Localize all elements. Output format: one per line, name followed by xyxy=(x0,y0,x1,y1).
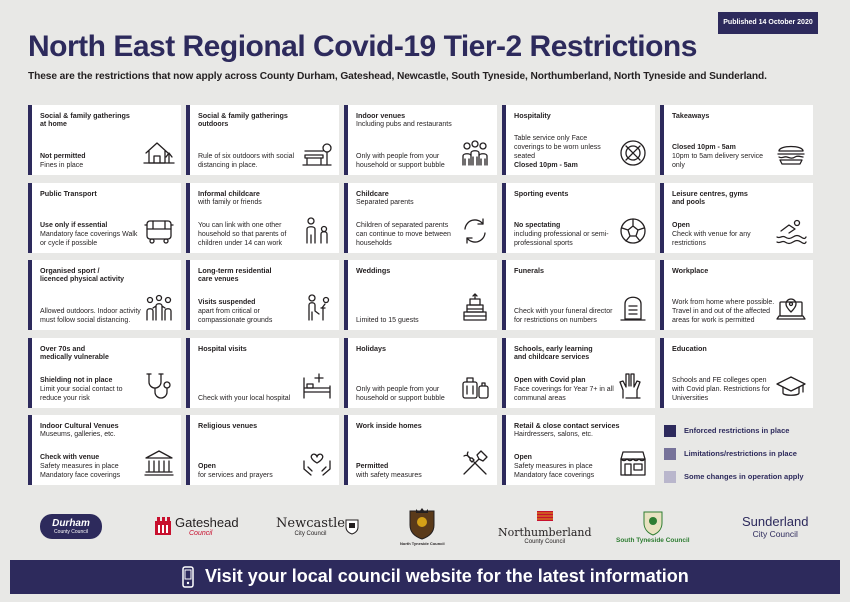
card-title: Over 70s and xyxy=(40,343,86,353)
card-title: Holidays xyxy=(356,343,386,353)
elderly-icon xyxy=(301,292,333,324)
footer-text: Visit your local council website for the latest information xyxy=(205,566,689,586)
restriction-card xyxy=(502,260,655,330)
card-status: Open with Covid plan xyxy=(514,376,586,384)
restriction-card xyxy=(186,415,339,485)
restriction-card xyxy=(186,338,339,408)
card-status: Open xyxy=(672,221,690,229)
restriction-card xyxy=(660,183,813,253)
card-subtitle: and pools xyxy=(672,198,706,206)
museum-icon xyxy=(143,447,175,479)
durham-name: Durham xyxy=(52,517,90,529)
card-body xyxy=(40,376,144,403)
card-text: Rule of six outdoors with social distancing in place. xyxy=(198,153,295,169)
restriction-card xyxy=(344,260,497,330)
card-body xyxy=(672,376,776,403)
council-logos xyxy=(28,500,828,552)
durham-logo xyxy=(40,500,102,552)
newcastle-sub: City Council xyxy=(294,530,327,537)
card-status: Shielding not in place xyxy=(40,376,113,384)
card-title: Weddings xyxy=(356,266,391,275)
card-subtitle: Museums, galleries, etc. xyxy=(40,431,116,438)
card-title: Hospital visits xyxy=(198,343,247,353)
card-title: Long-term residential xyxy=(198,266,272,275)
card-body xyxy=(198,221,302,248)
card-subtitle: and childcare services xyxy=(514,353,590,361)
card-status: Open xyxy=(514,454,532,461)
card-text: Only with people from your household or support bubble xyxy=(356,385,445,402)
card-body xyxy=(40,152,144,170)
heart-hands-icon xyxy=(301,447,333,479)
card-subtitle: Separated parents xyxy=(356,198,414,206)
sunderland-name: Sunderland xyxy=(742,513,809,529)
card-text: Table service only Face coverings to be worn unless seated xyxy=(514,135,601,160)
restriction-card xyxy=(28,105,181,175)
card-text: You can link with one other household so that parents of children under 14 can work xyxy=(198,221,287,247)
card-title: Childcare xyxy=(356,188,389,198)
sunderland-logo xyxy=(742,500,809,552)
card-title: Work inside homes xyxy=(356,421,422,430)
legend-swatch xyxy=(664,448,676,460)
card-title: Informal childcare xyxy=(198,188,260,198)
card-text: Work from home where possible. Travel in and out of the affected areas for work is permitted xyxy=(672,299,775,324)
card-status: Check with venue xyxy=(40,454,100,461)
card-status: Not permitted xyxy=(40,153,86,160)
card-status: Open xyxy=(198,463,216,470)
legend-swatch xyxy=(664,425,676,437)
restriction-card xyxy=(344,415,497,485)
card-status: Closed 10pm - 5am xyxy=(672,144,736,151)
restriction-card xyxy=(502,415,655,485)
card-body xyxy=(514,376,618,403)
page-title: North East Regional Covid-19 Tier-2 Restrictions xyxy=(28,30,697,63)
stethoscope-icon xyxy=(143,370,175,402)
card-body xyxy=(356,462,460,480)
card-body xyxy=(40,453,144,480)
card-body xyxy=(672,143,776,170)
gateshead-name: Gateshead xyxy=(175,515,239,530)
northumberland-logo xyxy=(498,500,592,552)
south-tyneside-crest-icon xyxy=(642,509,664,537)
card-title: Religious venues xyxy=(198,421,258,430)
card-body xyxy=(514,307,618,325)
card-body xyxy=(514,453,618,480)
page-subtitle: These are the restrictions that now apply across County Durham, Gateshead, Newcastle, South Tyneside, Northumberland, North Tyneside and Sunderland. xyxy=(28,71,767,82)
south-tyneside-logo xyxy=(616,500,690,552)
restriction-card xyxy=(28,260,181,330)
south-tyneside-name: South Tyneside Council xyxy=(616,536,690,544)
card-subtitle: Including pubs and restaurants xyxy=(356,121,452,128)
card-subtitle: Hairdressers, salons, etc. xyxy=(514,431,593,438)
restriction-card xyxy=(660,105,813,175)
legend-label: Enforced restrictions in place xyxy=(684,426,790,435)
card-title: Sporting events xyxy=(514,188,569,198)
legend-label: Some changes in operation apply xyxy=(684,472,804,481)
card-body xyxy=(514,134,618,170)
legend-label: Limitations/restrictions in place xyxy=(684,449,797,458)
restriction-card xyxy=(344,105,497,175)
newcastle-crest-icon xyxy=(345,517,359,535)
gateshead-logo xyxy=(154,500,239,552)
card-body xyxy=(356,316,460,325)
park-bench-icon xyxy=(301,137,333,169)
card-status: Closed 10pm - 5am xyxy=(514,162,578,169)
restriction-card xyxy=(502,338,655,408)
card-status: No spectating xyxy=(514,221,561,229)
card-text: Check with your local hospital xyxy=(198,394,291,402)
card-body xyxy=(672,298,776,325)
card-status: Use only if essential xyxy=(40,221,108,229)
card-title: Social & family gatherings xyxy=(40,111,130,120)
swimmer-icon xyxy=(775,215,807,247)
card-subtitle: with family or friends xyxy=(198,198,262,206)
northumberland-sub: County Council xyxy=(524,538,566,545)
restriction-card xyxy=(502,105,655,175)
card-text: Face coverings for Year 7+ in all communal areas xyxy=(514,385,614,402)
card-text: for services and prayers xyxy=(198,472,273,479)
gateshead-crest-icon xyxy=(154,515,172,537)
card-text: Mandatory face coverings Walk or cycle if possible xyxy=(40,230,138,247)
card-text: 10pm to 5am delivery service only xyxy=(672,153,764,169)
footer-banner xyxy=(10,560,840,594)
sport-group-icon xyxy=(143,292,175,324)
phone-icon xyxy=(178,565,198,589)
restriction-card xyxy=(186,183,339,253)
restriction-card xyxy=(186,260,339,330)
card-text: Only with people from your household or support bubble xyxy=(356,153,445,169)
card-title: Workplace xyxy=(672,266,709,275)
card-text: Allowed outdoors. Indoor activity must follow social distancing. xyxy=(40,308,141,324)
bus-icon xyxy=(143,215,175,247)
durham-sub: County Council xyxy=(54,528,88,535)
laptop-location-icon xyxy=(775,292,807,324)
card-subtitle: licenced physical activity xyxy=(40,276,125,283)
card-title: Hospitality xyxy=(514,111,551,120)
tools-icon xyxy=(459,447,491,479)
hospital-bed-icon xyxy=(301,370,333,402)
card-body xyxy=(198,152,302,170)
card-status: Visits suspended xyxy=(198,299,256,306)
card-title: Organised sport / xyxy=(40,266,100,275)
restriction-card xyxy=(502,183,655,253)
card-body xyxy=(672,221,776,248)
card-body xyxy=(40,307,144,325)
card-text: apart from critical or compassionate grounds xyxy=(198,308,273,324)
northumberland-flag-icon xyxy=(537,511,553,521)
card-title: Education xyxy=(672,343,707,353)
house-icon xyxy=(143,137,175,169)
card-title: Schools, early learning xyxy=(514,343,593,353)
card-title: Indoor Cultural Venues xyxy=(40,421,119,430)
legend-swatch xyxy=(664,471,676,483)
headstone-icon xyxy=(617,292,649,324)
published-date-badge: Published 14 October 2020 xyxy=(718,12,818,34)
card-subtitle: at home xyxy=(40,121,67,128)
card-body xyxy=(40,221,144,248)
restriction-card xyxy=(186,105,339,175)
football-icon xyxy=(617,215,649,247)
restriction-card xyxy=(28,415,181,485)
restriction-card xyxy=(344,338,497,408)
north-tyneside-name: North Tyneside Council xyxy=(400,540,445,546)
restriction-card xyxy=(28,338,181,408)
restriction-card xyxy=(344,183,497,253)
card-body xyxy=(198,394,302,403)
restriction-card xyxy=(28,183,181,253)
card-title: Leisure centres, gyms xyxy=(672,188,748,198)
newcastle-name: Newcastle xyxy=(276,515,345,531)
north-tyneside-logo xyxy=(400,500,445,552)
plate-cutlery-icon xyxy=(617,137,649,169)
northumberland-name: Northumberland xyxy=(498,525,592,539)
card-text: Limited to 15 guests xyxy=(356,317,419,324)
parent-child-icon xyxy=(301,215,333,247)
card-text: Fines in place xyxy=(40,162,84,169)
card-body xyxy=(356,385,460,403)
card-title: Funerals xyxy=(514,266,544,275)
card-body xyxy=(198,462,302,480)
card-subtitle: care venues xyxy=(198,276,239,283)
people-icon xyxy=(459,137,491,169)
card-body xyxy=(514,221,618,248)
burger-icon xyxy=(775,137,807,169)
card-text: Check with venue for any restrictions xyxy=(672,230,751,247)
card-subtitle: outdoors xyxy=(198,121,229,128)
card-text: Safety measures in place Mandatory face coverings xyxy=(40,463,121,479)
luggage-icon xyxy=(459,370,491,402)
card-text: Limit your social contact to reduce your risk xyxy=(40,385,123,402)
gateshead-sub: Council xyxy=(189,530,213,537)
newcastle-logo xyxy=(276,500,359,552)
cycle-arrows-icon xyxy=(459,215,491,247)
card-text: Schools and FE colleges open with Covid plan. Restrictions for Universities xyxy=(672,376,771,402)
wedding-cake-icon xyxy=(459,292,491,324)
card-title: Retail & close contact services xyxy=(514,421,620,430)
card-text: Children of separated parents can continue to move between households xyxy=(356,221,451,247)
shop-icon xyxy=(617,447,649,479)
restriction-card xyxy=(660,338,813,408)
card-title: Indoor venues xyxy=(356,111,406,120)
card-body xyxy=(356,152,460,170)
card-status: Permitted xyxy=(356,463,389,470)
card-body xyxy=(198,298,302,325)
north-tyneside-crest-icon xyxy=(406,507,438,541)
card-text: including professional or semi-professional sports xyxy=(514,230,609,247)
card-title: Takeaways xyxy=(672,111,710,120)
restriction-card xyxy=(660,260,813,330)
card-title: Public Transport xyxy=(40,188,97,198)
card-subtitle: medically vulnerable xyxy=(40,353,109,361)
raised-hands-icon xyxy=(617,370,649,402)
card-title: Social & family gatherings xyxy=(198,111,288,120)
sunderland-sub: City Council xyxy=(752,528,798,539)
card-text: Safety measures in place Mandatory face coverings xyxy=(514,463,595,479)
graduation-cap-icon xyxy=(775,370,807,402)
card-body xyxy=(356,221,460,248)
card-text: with safety measures xyxy=(356,472,422,479)
card-text: Check with your funeral director for restrictions on numbers xyxy=(514,308,613,324)
